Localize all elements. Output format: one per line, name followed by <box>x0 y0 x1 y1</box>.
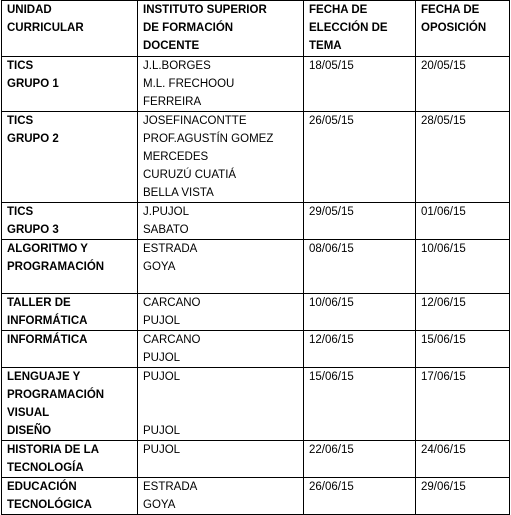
table-row <box>2 294 510 331</box>
cell-text: GRUPO 2 <box>7 133 59 145</box>
cell-fecha-eleccion <box>304 441 416 478</box>
cell-text: HISTORIA DE LA <box>7 444 100 456</box>
cell-instituto <box>138 112 304 203</box>
cell-instituto <box>138 331 304 368</box>
cell-text: ALGORITMO Y <box>7 243 88 255</box>
cell-instituto <box>138 441 304 478</box>
header-text: FECHA DE <box>421 4 480 16</box>
cell-text: PROF.AGUSTÍN GOMEZ <box>143 133 274 145</box>
cell-text: 26/05/15 <box>309 115 354 127</box>
header-text: UNIDAD <box>7 4 52 16</box>
cell-text: 28/05/15 <box>421 115 466 127</box>
cell-text: 24/06/15 <box>421 444 466 456</box>
header-text: TEMA <box>309 40 342 52</box>
schedule-table <box>1 0 510 515</box>
header-text: INSTITUTO SUPERIOR <box>143 4 267 16</box>
cell-text: PUJOL <box>143 425 181 437</box>
cell-fecha-eleccion <box>304 368 416 441</box>
cell-fecha-oposicion <box>416 57 510 112</box>
table-row <box>2 331 510 368</box>
cell-text: PROGRAMACIÓN <box>7 389 105 401</box>
cell-text: 15/06/15 <box>309 371 354 383</box>
cell-text: 26/06/15 <box>309 481 354 493</box>
cell-unidad <box>2 294 138 331</box>
cell-text: 17/06/15 <box>421 371 466 383</box>
cell-text: TICS <box>7 115 34 127</box>
cell-text: 10/06/15 <box>421 243 466 255</box>
cell-unidad <box>2 57 138 112</box>
table-row <box>2 240 510 294</box>
header-text: DE FORMACIÓN <box>143 22 234 34</box>
cell-text: PROGRAMACIÓN <box>7 261 105 273</box>
cell-text: VISUAL <box>7 407 50 419</box>
table-row <box>2 478 510 515</box>
cell-text: TALLER DE <box>7 297 71 309</box>
cell-fecha-eleccion <box>304 203 416 240</box>
cell-text: GOYA <box>143 499 176 511</box>
cell-text: PUJOL <box>143 371 181 383</box>
cell-fecha-oposicion <box>416 203 510 240</box>
cell-fecha-oposicion <box>416 294 510 331</box>
cell-text: TICS <box>7 206 34 218</box>
header-fecha-eleccion <box>304 1 416 57</box>
header-text: DOCENTE <box>143 40 200 52</box>
table-row <box>2 203 510 240</box>
cell-text: GRUPO 1 <box>7 78 59 90</box>
cell-text: GRUPO 3 <box>7 224 59 236</box>
cell-text: TECNOLOGÍA <box>7 462 84 474</box>
cell-text: LENGUAJE Y <box>7 371 81 383</box>
cell-text: 15/06/15 <box>421 334 466 346</box>
spacer <box>143 386 303 422</box>
cell-text: INFORMÁTICA <box>7 315 88 327</box>
header-fecha-oposicion <box>416 1 510 57</box>
header-text: CURRICULAR <box>7 22 84 34</box>
cell-fecha-eleccion <box>304 478 416 515</box>
cell-unidad <box>2 112 138 203</box>
cell-fecha-eleccion <box>304 112 416 203</box>
cell-fecha-oposicion <box>416 240 510 294</box>
cell-text: 18/05/15 <box>309 60 354 72</box>
cell-text: 08/06/15 <box>309 243 354 255</box>
cell-text: J.L.BORGES <box>143 60 211 72</box>
cell-text: SABATO <box>143 224 189 236</box>
cell-unidad <box>2 478 138 515</box>
cell-unidad <box>2 441 138 478</box>
cell-text: J.PUJOL <box>143 206 190 218</box>
cell-unidad <box>2 203 138 240</box>
cell-instituto <box>138 368 304 441</box>
cell-fecha-eleccion <box>304 331 416 368</box>
cell-instituto <box>138 203 304 240</box>
cell-text: TECNOLÓGICA <box>7 499 92 511</box>
table-row <box>2 112 510 203</box>
header-row <box>2 1 510 57</box>
cell-text: PUJOL <box>143 352 181 364</box>
cell-text: CARCANO <box>143 297 201 309</box>
cell-text: ESTRADA <box>143 481 198 493</box>
cell-unidad <box>2 368 138 441</box>
table-row <box>2 441 510 478</box>
cell-unidad <box>2 240 138 294</box>
cell-fecha-eleccion <box>304 57 416 112</box>
cell-instituto <box>138 57 304 112</box>
cell-fecha-oposicion <box>416 441 510 478</box>
cell-text: M.L. FRECHOOU <box>143 78 235 90</box>
cell-text: 01/06/15 <box>421 206 466 218</box>
cell-fecha-oposicion <box>416 478 510 515</box>
header-text: ELECCIÓN DE <box>309 22 388 34</box>
cell-text: DISEÑO <box>7 425 52 437</box>
cell-text: BELLA VISTA <box>143 187 214 199</box>
cell-text: ESTRADA <box>143 243 198 255</box>
header-unidad-curricular <box>2 1 138 57</box>
cell-text: MERCEDES <box>143 151 209 163</box>
cell-text: TICS <box>7 60 34 72</box>
table-row <box>2 57 510 112</box>
cell-fecha-eleccion <box>304 294 416 331</box>
cell-instituto <box>138 240 304 294</box>
header-text: OPOSICIÓN <box>421 22 487 34</box>
cell-text: INFORMÁTICA <box>7 334 88 346</box>
cell-fecha-oposicion <box>416 331 510 368</box>
cell-text: PUJOL <box>143 444 181 456</box>
cell-text: 12/06/15 <box>309 334 354 346</box>
cell-text: 22/06/15 <box>309 444 354 456</box>
cell-text: GOYA <box>143 261 176 273</box>
cell-text: 20/05/15 <box>421 60 466 72</box>
cell-fecha-oposicion <box>416 368 510 441</box>
cell-text: 12/06/15 <box>421 297 466 309</box>
cell-unidad <box>2 331 138 368</box>
cell-text: PUJOL <box>143 315 181 327</box>
cell-fecha-eleccion <box>304 240 416 294</box>
table-row <box>2 368 510 441</box>
cell-instituto <box>138 478 304 515</box>
cell-text: FERREIRA <box>143 96 202 108</box>
header-instituto <box>138 1 304 57</box>
cell-text: EDUCACIÓN <box>7 481 77 493</box>
header-text: FECHA DE <box>309 4 368 16</box>
cell-text: JOSEFINACONTTE <box>143 115 247 127</box>
cell-text: CURUZÚ CUATIÁ <box>143 169 237 181</box>
cell-text: CARCANO <box>143 334 201 346</box>
cell-instituto <box>138 294 304 331</box>
cell-fecha-oposicion <box>416 112 510 203</box>
cell-text: 29/05/15 <box>309 206 354 218</box>
cell-text: 10/06/15 <box>309 297 354 309</box>
cell-text: 29/06/15 <box>421 481 466 493</box>
